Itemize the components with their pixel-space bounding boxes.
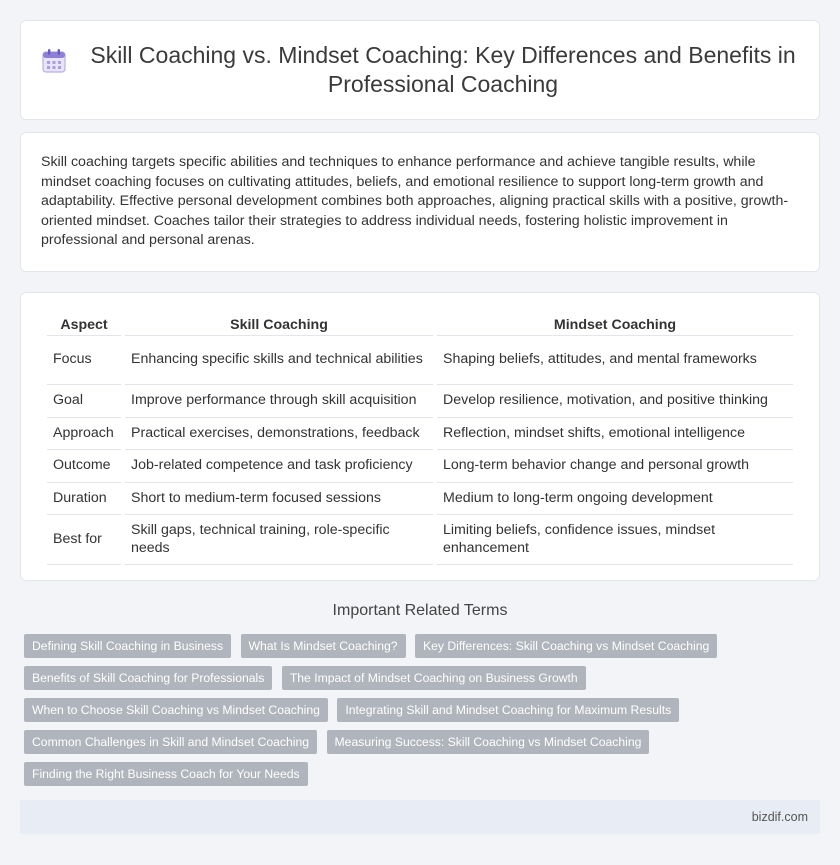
related-term-tag[interactable]: The Impact of Mindset Coaching on Business Growth <box>282 666 586 690</box>
cell-mindset: Shaping beliefs, attitudes, and mental frameworks <box>437 336 793 385</box>
table-row <box>47 336 793 385</box>
related-terms-list <box>24 634 804 794</box>
cell-mindset: Develop resilience, motivation, and positive thinking <box>437 385 793 418</box>
cell-skill: Skill gaps, technical training, role-specific needs <box>125 515 433 565</box>
related-terms-title: Important Related Terms <box>332 602 508 619</box>
cell-skill: Enhancing specific skills and technical abilities <box>125 336 433 385</box>
cell-aspect: Approach <box>47 418 121 451</box>
cell-skill: Improve performance through skill acquisition <box>125 385 433 418</box>
cell-aspect: Outcome <box>47 450 121 483</box>
related-term-tag[interactable]: Finding the Right Business Coach for Your Needs <box>24 762 308 786</box>
related-term-tag[interactable]: Key Differences: Skill Coaching vs Mindset Coaching <box>415 634 717 658</box>
related-term-tag[interactable]: Defining Skill Coaching in Business <box>24 634 231 658</box>
table-row <box>47 515 793 565</box>
table-row <box>47 418 793 451</box>
related-term-tag[interactable]: Benefits of Skill Coaching for Professionals <box>24 666 272 690</box>
table-row <box>47 450 793 483</box>
calendar-icon <box>40 47 68 75</box>
header-card <box>20 20 820 120</box>
cell-mindset: Reflection, mindset shifts, emotional intelligence <box>437 418 793 451</box>
cell-mindset: Limiting beliefs, confidence issues, mindset enhancement <box>437 515 793 565</box>
table-header-row <box>47 313 793 336</box>
comparison-table <box>43 313 797 565</box>
site-link[interactable]: bizdif.com <box>751 810 808 824</box>
page-title: Skill Coaching vs. Mindset Coaching: Key Differences and Benefits in Professional Coaching <box>90 42 796 97</box>
related-term-tag[interactable]: What Is Mindset Coaching? <box>241 634 406 658</box>
table-row <box>47 483 793 516</box>
footer <box>20 800 820 834</box>
cell-aspect: Duration <box>47 483 121 516</box>
header-skill-coaching: Skill Coaching <box>125 313 433 336</box>
cell-mindset: Long-term behavior change and personal growth <box>437 450 793 483</box>
comparison-table-card <box>20 292 820 581</box>
cell-skill: Job-related competence and task proficiency <box>125 450 433 483</box>
header-mindset-coaching: Mindset Coaching <box>437 313 793 336</box>
related-term-tag[interactable]: Common Challenges in Skill and Mindset Coaching <box>24 730 317 754</box>
cell-skill: Short to medium-term focused sessions <box>125 483 433 516</box>
cell-aspect: Best for <box>47 515 121 565</box>
related-term-tag[interactable]: When to Choose Skill Coaching vs Mindset Coaching <box>24 698 328 722</box>
cell-aspect: Goal <box>47 385 121 418</box>
cell-skill: Practical exercises, demonstrations, feedback <box>125 418 433 451</box>
intro-card <box>20 132 820 272</box>
related-term-tag[interactable]: Measuring Success: Skill Coaching vs Mindset Coaching <box>327 730 650 754</box>
cell-mindset: Medium to long-term ongoing development <box>437 483 793 516</box>
cell-aspect: Focus <box>47 336 121 385</box>
intro-text: Skill coaching targets specific abilities and techniques to enhance performance and achieve tangible results, while mindset coaching focuses on cultivating attitudes, beliefs, and emotional resilience to support long-term growth and adaptability. Effective personal development combines both approaches, aligning practical skills with a positive, growth-oriented mindset. Coaches tailor their strategies to address individual needs, fostering holistic improvement in professional and personal arenas. <box>41 154 789 249</box>
table-row <box>47 385 793 418</box>
related-term-tag[interactable]: Integrating Skill and Mindset Coaching for Maximum Results <box>337 698 679 722</box>
header-aspect: Aspect <box>47 313 121 336</box>
